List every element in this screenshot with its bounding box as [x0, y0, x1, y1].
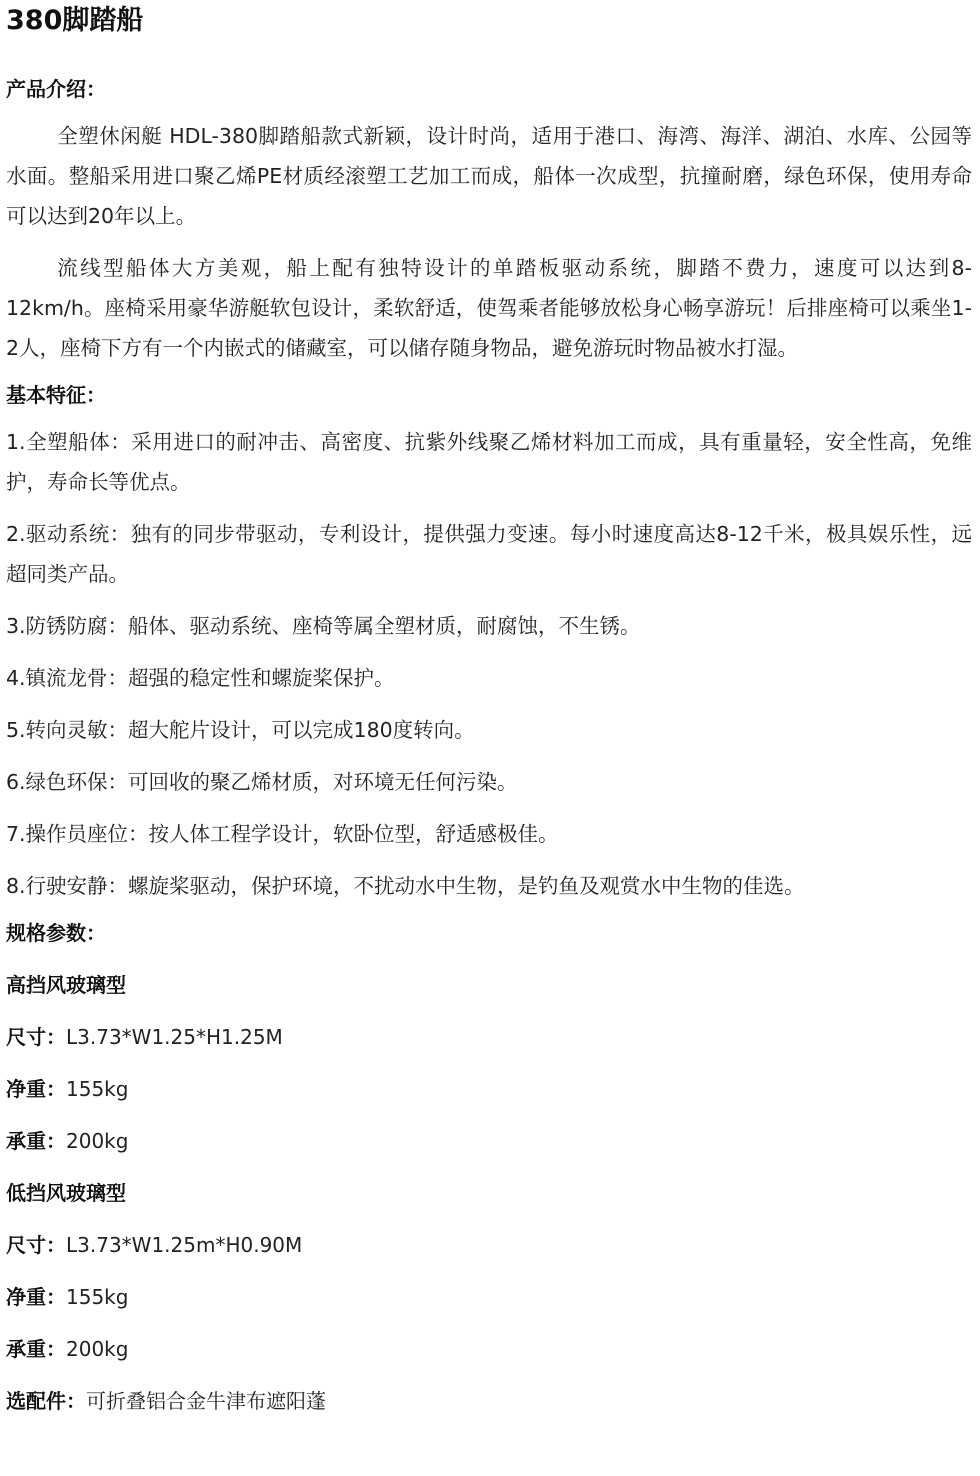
spec-value: 155kg — [66, 1077, 129, 1101]
accessory-row — [6, 1386, 972, 1416]
feature-item-8: 8.行驶安静：螺旋桨驱动，保护环境，不扰动水中生物，是钓鱼及观赏水中生物的佳选。 — [6, 874, 805, 898]
spec-value: 155kg — [66, 1285, 129, 1309]
high-load-row — [6, 1126, 972, 1156]
page-title: 380脚踏船 — [6, 5, 144, 36]
feature-item-7: 7.操作员座位：按人体工程学设计，软卧位型，舒适感极佳。 — [6, 822, 559, 846]
spec-label: 净重： — [6, 1077, 66, 1101]
accessory-label: 选配件： — [6, 1389, 86, 1413]
high-weight-row — [6, 1074, 972, 1104]
spec-value: L3.73*W1.25*H1.25M — [66, 1025, 283, 1049]
spec-label: 尺寸： — [6, 1025, 66, 1049]
low-load-row — [6, 1334, 972, 1364]
intro-paragraph-1: 全塑休闲艇 HDL-380脚踏船款式新颖，设计时尚，适用于港口、海湾、海洋、湖泊、水库、公园等水面。整船采用进口聚乙烯PE材质经滚塑工艺加工而成，船体一次成型，抗撞耐磨，绿色环保，使用寿命可以达到20年以上。 — [6, 124, 972, 228]
specs-heading: 规格参数： — [6, 921, 106, 945]
spec-label: 尺寸： — [6, 1233, 66, 1257]
high-windshield-model: 高挡风玻璃型 — [6, 973, 126, 997]
intro-paragraph-2: 流线型船体大方美观，船上配有独特设计的单踏板驱动系统，脚踏不费力，速度可以达到8-12km/h。座椅采用豪华游艇软包设计，柔软舒适，使驾乘者能够放松身心畅享游玩！后排座椅可以乘坐1-2人，座椅下方有一个内嵌式的储藏室，可以储存随身物品，避免游玩时物品被水打湿。 — [6, 256, 972, 360]
feature-item-4: 4.镇流龙骨：超强的稳定性和螺旋桨保护。 — [6, 666, 395, 690]
low-size-row — [6, 1230, 972, 1260]
spec-label: 承重： — [6, 1129, 66, 1153]
spec-value: 200kg — [66, 1337, 129, 1361]
high-size-row — [6, 1022, 972, 1052]
spec-value: 200kg — [66, 1129, 129, 1153]
feature-item-1: 1.全塑船体：采用进口的耐冲击、高密度、抗紫外线聚乙烯材料加工而成，具有重量轻，安全性高，免维护，寿命长等优点。 — [6, 430, 972, 494]
features-heading: 基本特征： — [6, 383, 106, 407]
feature-item-2: 2.驱动系统：独有的同步带驱动，专利设计，提供强力变速。每小时速度高达8-12千米，极具娱乐性，远超同类产品。 — [6, 522, 972, 586]
feature-item-5: 5.转向灵敏：超大舵片设计，可以完成180度转向。 — [6, 718, 475, 742]
spec-label: 净重： — [6, 1285, 66, 1309]
spec-value: L3.73*W1.25m*H0.90M — [66, 1233, 303, 1257]
low-windshield-model: 低挡风玻璃型 — [6, 1181, 126, 1205]
low-weight-row — [6, 1282, 972, 1312]
feature-item-6: 6.绿色环保：可回收的聚乙烯材质，对环境无任何污染。 — [6, 770, 518, 794]
intro-heading: 产品介绍： — [6, 77, 106, 101]
accessory-value: 可折叠铝合金牛津布遮阳蓬 — [86, 1389, 326, 1413]
feature-item-3: 3.防锈防腐：船体、驱动系统、座椅等属全塑材质，耐腐蚀，不生锈。 — [6, 614, 641, 638]
spec-label: 承重： — [6, 1337, 66, 1361]
